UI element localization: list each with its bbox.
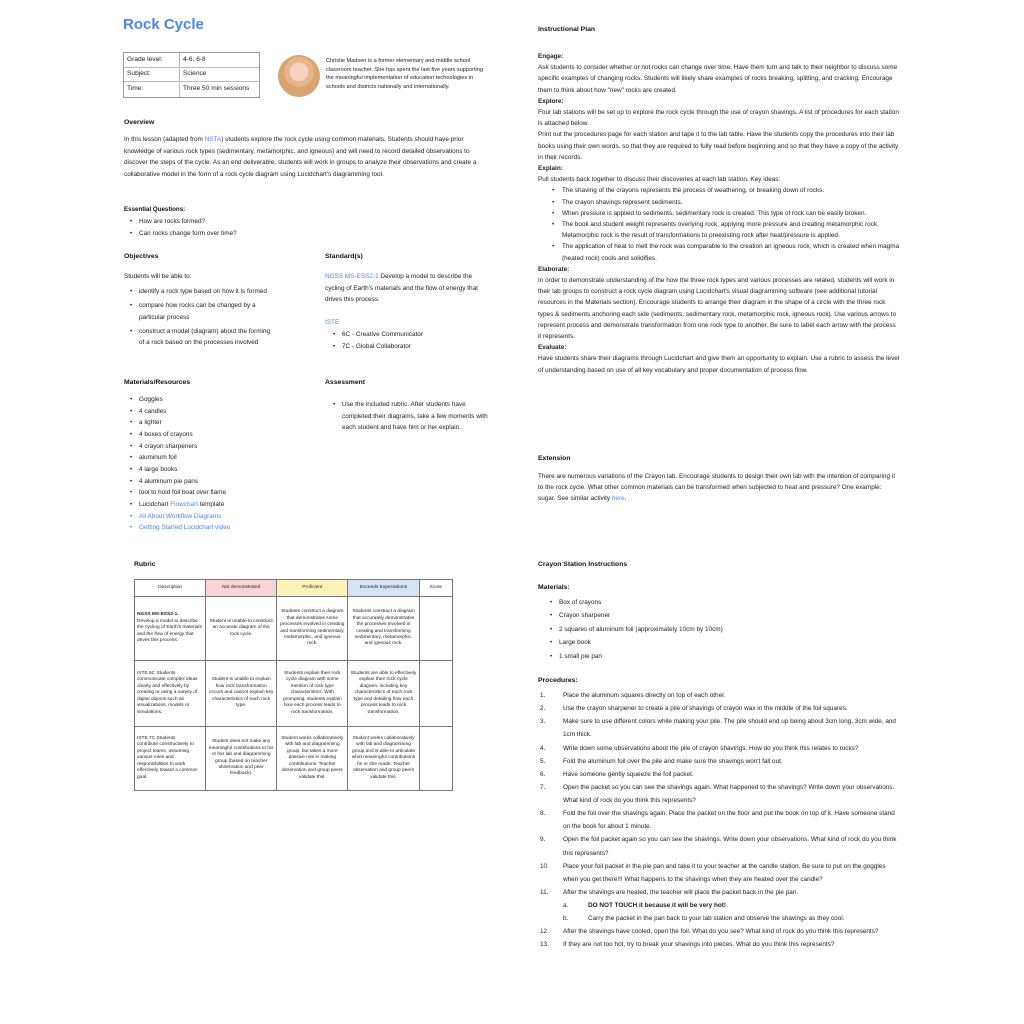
step-text: If they are not too hot, try to break your shavings into pieces. What do you think this represents? xyxy=(563,941,835,949)
overview-heading: Overview xyxy=(124,119,155,126)
iste-list xyxy=(333,329,423,352)
list-item: • 4 crayon sharpeners xyxy=(130,441,290,453)
key-ideas-list xyxy=(538,185,900,263)
step-text: After the shavings have cooled, open the foil. What do you see? What kind of rock do you think this represents? xyxy=(563,928,879,936)
procedure-step xyxy=(538,938,898,951)
list-item: • 4 candles xyxy=(130,406,290,418)
rubric-cell: Students construct a diagram that accurately demonstrates the processes involved in creating and transforming sedimentary, metamorphic, and igneous rock. xyxy=(348,597,419,661)
info-row-grade xyxy=(124,53,259,68)
procedure-substep xyxy=(563,912,898,925)
rubric-score-cell[interactable] xyxy=(419,597,452,661)
list-item: • When pressure is applied to sediments, sedimentary rock is created. This type of rock can be easily broken. xyxy=(552,208,900,219)
step-text: Use the crayon sharpener to create a pile of shavings of crayon wax in the middle of the foil squares. xyxy=(563,705,848,713)
standard-description: Develop a model to describe the cycling of Earth's materials and the flow of energy that drives this process. xyxy=(325,273,478,304)
substep-text: Carry the packet in the pan back to your lab station and observe the shavings as they cool. xyxy=(588,915,845,923)
rubric-row-title: NGSS MS-ESS2-1. xyxy=(137,612,179,618)
procedure-step xyxy=(538,886,898,925)
procedures-list xyxy=(538,689,898,952)
procedure-step xyxy=(538,925,898,938)
rubric-header: Exceeds Expectations xyxy=(348,580,419,597)
list-item xyxy=(130,499,290,511)
procedure-step xyxy=(538,860,898,886)
rubric-cell: Students are able to effectively explain their rock cycle diagram, including key characteristics of each rock type and detailing how each process leads to rock transformation. xyxy=(348,661,419,727)
rubric-cell: Student works collaboratively with lab and diagramming group and is able to articulate what meaningful contributions he or she made. Teacher observation and group peers validate this. xyxy=(348,727,419,791)
step-text: Fold the aluminum foil over the pile and make sure the shavings won't fall out. xyxy=(563,757,783,765)
procedure-step xyxy=(538,702,898,715)
engage-label: Engage: xyxy=(538,53,564,60)
procedure-step xyxy=(538,807,898,833)
rubric-page xyxy=(118,555,498,815)
info-label: Subject: xyxy=(124,68,180,82)
similar-activity-link[interactable]: here xyxy=(611,495,625,503)
rubric-table xyxy=(134,579,453,791)
template-text-end: template xyxy=(197,500,225,508)
list-item: • Box of crayons xyxy=(550,596,723,609)
list-item: • 4 aluminum pie pans xyxy=(130,476,290,488)
info-value: 4-6, 6-8 xyxy=(183,55,206,63)
evaluate-text: Have students share their diagrams through Lucidchart and give them an opportunity to explain. Use a rubric to assess the level of understanding based on use of all key vocabulary and proper documentation of process flow. xyxy=(538,355,900,374)
list-item: • Goggles xyxy=(130,394,290,406)
explain-label: Explain: xyxy=(538,165,563,173)
list-item: • 4 boxes of crayons xyxy=(130,429,290,441)
info-value: Three 50 min sessions xyxy=(183,85,250,93)
substep-text: DO NOT TOUCH it because it will be very hot! xyxy=(588,902,727,909)
flowchart-template-link[interactable]: Flowchart xyxy=(170,500,198,508)
step-text: Have someone gently squeeze the foil packet. xyxy=(563,770,694,778)
overview-text-end: ) students explore the rock cycle using common materials. Students should have prior knowledge of various rock types (sedimentary, metamorphic, and igneous) and will need to record detailed observations to discover the steps of the cycle. As an end deliverable, students will work in groups to analyze their observations and create a collaborative model in the form of a rock cycle diagram using Lucidchart's diagramming tool. xyxy=(124,136,477,178)
step-number: 13. xyxy=(540,941,549,949)
info-label: Time: xyxy=(124,82,180,97)
info-row-subject xyxy=(124,68,259,83)
document-title: Rock Cycle xyxy=(123,16,204,33)
station-materials-heading: Materials: xyxy=(538,584,570,591)
step-number: 9. xyxy=(540,836,546,844)
extension-end: . xyxy=(624,495,627,503)
step-text: Place the aluminum squares directly on top of each other. xyxy=(563,692,726,699)
step-number: 7. xyxy=(540,783,546,791)
procedure-substep xyxy=(563,899,898,912)
station-materials-list xyxy=(550,596,723,663)
explain-text: Pull students back together to discuss their discoveries at each lab station. Key ideas: xyxy=(538,176,781,184)
lesson-overview-page xyxy=(118,10,498,530)
step-number: 4. xyxy=(540,744,546,752)
procedure-step xyxy=(538,833,898,859)
explore-text: Four lab stations will be set up to explore the rock cycle through the use of crayon shavings. A list of procedures for each station is attached below. xyxy=(538,109,899,128)
objectives-heading: Objectives xyxy=(124,253,159,260)
workflow-diagrams-link[interactable]: • All About Workflow Diagrams xyxy=(130,511,290,523)
rubric-header-row xyxy=(135,580,453,597)
explore-label: Explore: xyxy=(538,97,564,105)
rubric-header: Score xyxy=(419,580,452,597)
rubric-description-cell xyxy=(135,597,206,661)
list-item: • The application of heat to melt the rock was comparable to the creation an igneous rock, which is created when magma (heated rock) cools and solidifies. xyxy=(552,241,900,263)
engage-text: Ask students to consider whether or not rocks can change over time. Have them turn and talk to their neighbor to discuss some specific examples of changing rocks. Students will likely share examples of rocks breaking, splitting, and cracking. Encourage them to think about how "new" rocks are created. xyxy=(538,64,898,94)
rubric-row-desc: Develop a model to describe the cycling of Earth's materials and the flow of energy that drives this process. xyxy=(137,618,202,644)
rubric-cell: Student is unable to construct an accurate diagram of the rock cycle. xyxy=(206,597,277,661)
list-item: • 7C - Global Collaborator xyxy=(333,341,423,353)
list-item: • construct a model (diagram) about the forming of a rock based on the processes involved xyxy=(130,326,275,350)
list-item: • 4 large books xyxy=(130,464,290,476)
instructional-plan-page xyxy=(536,18,906,518)
step-number: 11. xyxy=(540,888,549,896)
step-text: Open the foil packet again so you can see the shavings. Write down your observations. What kind of rock do you think this represents? xyxy=(563,836,897,857)
assessment-list xyxy=(333,399,488,434)
step-number: 5. xyxy=(540,757,546,765)
procedure-step xyxy=(538,755,898,768)
info-row-time xyxy=(124,82,259,97)
ngss-standard-link[interactable]: NGSS MS-ESS2-1 xyxy=(325,273,379,280)
list-item: • compare how rocks can be changed by a particular process xyxy=(130,300,275,324)
objectives-list xyxy=(130,286,275,351)
procedure-step xyxy=(538,742,898,755)
lesson-info-table xyxy=(123,52,260,98)
info-label: Grade level: xyxy=(124,53,180,67)
procedure-step xyxy=(538,689,898,702)
author-avatar xyxy=(278,55,320,97)
crayon-station-page xyxy=(536,555,906,995)
rubric-score-cell[interactable] xyxy=(419,661,452,727)
assessment-heading: Assessment xyxy=(325,379,366,386)
materials-heading: Materials/Resources xyxy=(124,379,191,386)
rubric-row-desc: communicate complex ideas clearly and effectively by creating or using a variety of digital objects such as visualizations, models or simulations. xyxy=(137,677,198,715)
rubric-cell: Students explain their rock cycle diagram with some mention of rock type characteristics. With prompting, students explain how each process leads to rock transformation. xyxy=(277,661,348,727)
overview-text-start: In this lesson (adapted from xyxy=(124,136,205,143)
extension-heading: Extension xyxy=(538,455,571,462)
step-text: Make sure to use different colors while making your pile. The pile should end up being about 3cm long, 3cm wide, and 1cm thick. xyxy=(563,718,896,739)
list-item: • The book and student weight represents overlying rock, applying more pressure and creating metamorphic rock. Metamorphic rock is the result of transformations to preexisting rock after heat/pressure is applied. xyxy=(552,219,900,241)
list-item: • Large book xyxy=(550,636,723,649)
list-item: • Crayon sharpener xyxy=(550,609,723,622)
essential-questions-list xyxy=(130,216,237,239)
rubric-header: Description xyxy=(135,580,206,597)
step-number: 1. xyxy=(540,692,546,699)
nsta-link[interactable]: NSTA xyxy=(204,136,222,143)
rubric-row xyxy=(135,597,453,661)
step-number: 10. xyxy=(540,862,549,870)
step-number: 2. xyxy=(540,705,546,713)
list-item: • Use the included rubric. After students have completed their diagrams, take a few moments with each student and have him or her explain. xyxy=(333,399,488,434)
explore-text: Print out the procedures page for each station and tape it to the lab table. Have the students copy the procedures into their lab books using their own words, so that they are required to fully read before beginning and so that they have a copy of the activity in their records. xyxy=(538,131,899,161)
rubric-row-desc: contribute constructively to project teams, assuming various roles and responsibilities to work effectively toward a common goal. xyxy=(137,742,198,780)
rubric-cell: Student does not make any meaningful contributions to his or her lab and diagramming group (based on teacher observation and peer feedback). xyxy=(206,727,277,791)
procedures-heading: Procedures: xyxy=(538,677,578,684)
list-item: • 2 squares of aluminum foil (approximately 10cm by 10cm) xyxy=(550,623,723,636)
step-number: 8. xyxy=(540,810,546,818)
rubric-row xyxy=(135,661,453,727)
step-text: Fold the foil over the shavings again. Place the packet on the floor and put the book on top of it. Have someone stand on the book for about 1 minute. xyxy=(563,810,895,831)
step-text: After the shavings are heated, the teacher will place the packet back in the pie pan. xyxy=(563,888,799,896)
rubric-description-cell xyxy=(135,727,206,791)
instructional-plan-body xyxy=(538,51,900,376)
standards-heading: Standard(s) xyxy=(325,253,363,260)
step-number: 6. xyxy=(540,770,546,778)
list-item: • 1 small pie pan xyxy=(550,650,723,663)
list-item: • tool to hold foil boat over flame xyxy=(130,487,290,499)
elaborate-text: In order to demonstrate understanding of the how the three rock types and various processes are related, students will work in their lab groups to construct a rock cycle diagram using Lucidchart's visual diagramming software (see additional tutorial resources in the Materials section). Encourage students to arrange their diagram in the shape of a circle with the three rock types & sediments anchoring each side (sediments, sedimentary rock, metamorphic rock, igneous rock). Use various arrows to represent process and demonstrate transformation from one rock type to another. Be sure to label each arrow with the process it represents. xyxy=(538,277,897,341)
step-number: 3. xyxy=(540,718,546,726)
instructional-plan-heading: Instructional Plan xyxy=(538,26,596,33)
essential-questions-heading: Essential Questions: xyxy=(124,206,186,213)
list-item: • identify a rock type based on how it is formed xyxy=(130,286,275,298)
rubric-score-cell[interactable] xyxy=(419,727,452,791)
list-item: • aluminum foil xyxy=(130,452,290,464)
rubric-cell: Student is unable to explain how rock transformation occurs and cannot explain key characteristics of each rock type. xyxy=(206,661,277,727)
iste-link[interactable]: ISTE xyxy=(325,319,340,326)
rubric-description-cell xyxy=(135,661,206,727)
rubric-heading: Rubric xyxy=(134,561,156,568)
substep-letter: b. xyxy=(563,915,569,923)
extension-body: There are numerous variations of the Crayon lab. Encourage students to design their own lab with the intention of comparing it to the rock cycle. What other common materials can be transformed when subjected to heat and pressure? One example: sugar. See similar activity xyxy=(538,473,896,503)
template-text-start: Lucidchart xyxy=(139,500,171,508)
list-item: • a lighter xyxy=(130,417,290,429)
rubric-row-title: ISTE 7C Students xyxy=(137,735,176,741)
rubric-row xyxy=(135,727,453,791)
procedure-step xyxy=(538,781,898,807)
elaborate-label: Elaborate: xyxy=(538,265,570,273)
overview-text xyxy=(124,134,484,180)
procedure-step xyxy=(538,768,898,781)
list-item: • The crayon shavings represent sediments. xyxy=(552,197,900,208)
step-text: Open the packet so you can see the shavings again. What happened to the shavings? Write down your observations. What kind of rock do you think this represents? xyxy=(563,783,895,804)
rubric-header: Proficient xyxy=(277,580,348,597)
extension-text xyxy=(538,471,900,505)
getting-started-video-link[interactable]: • Getting Started Lucidchart video xyxy=(130,522,290,534)
materials-list xyxy=(130,394,290,534)
list-item: • 6C - Creative Communicator xyxy=(333,329,423,341)
step-text: Write down some observations about the pile of crayon shavings. How do you think this relates to rocks? xyxy=(563,744,859,752)
rubric-cell: Student works collaboratively with lab and diagramming group, but takes a more passive role in making contributions. Teacher observation and group peers validate this. xyxy=(277,727,348,791)
objectives-intro: Students will be able to: xyxy=(124,273,192,280)
list-item: • The shaving of the crayons represents the process of weathering, or breaking down of rocks. xyxy=(552,185,900,196)
standard-text xyxy=(325,271,490,306)
rubric-row-title: ISTE 6C Students xyxy=(137,670,176,676)
substep-letter: a. xyxy=(563,902,569,909)
list-item: • Can rocks change form over time? xyxy=(130,228,237,240)
info-value: Science xyxy=(183,70,207,78)
procedure-step xyxy=(538,715,898,741)
crayon-station-heading: Crayon Station Instructions xyxy=(538,561,628,568)
step-text: Place your foil packet in the pie pan and take it to your teacher at the candle station. Be sure to put on the goggles when you get there!!! What happens to the shavings when they are heated over the candle? xyxy=(563,862,886,883)
author-bio: Christie Madsen is a former elementary and middle school classroom teacher. She has spent the last five years supporting the meaningful implementation of education technologies in schools and districts nationally and internationally. xyxy=(326,58,484,90)
rubric-header: Not demonstrated xyxy=(206,580,277,597)
list-item: • How are rocks formed? xyxy=(130,216,237,228)
step-number: 12. xyxy=(540,928,549,936)
evaluate-label: Evaluate: xyxy=(538,344,567,352)
rubric-cell: Students construct a diagram that demonstrates some processes involved in creating and transforming sedimentary, metamorphic, and igneous rock. xyxy=(277,597,348,661)
